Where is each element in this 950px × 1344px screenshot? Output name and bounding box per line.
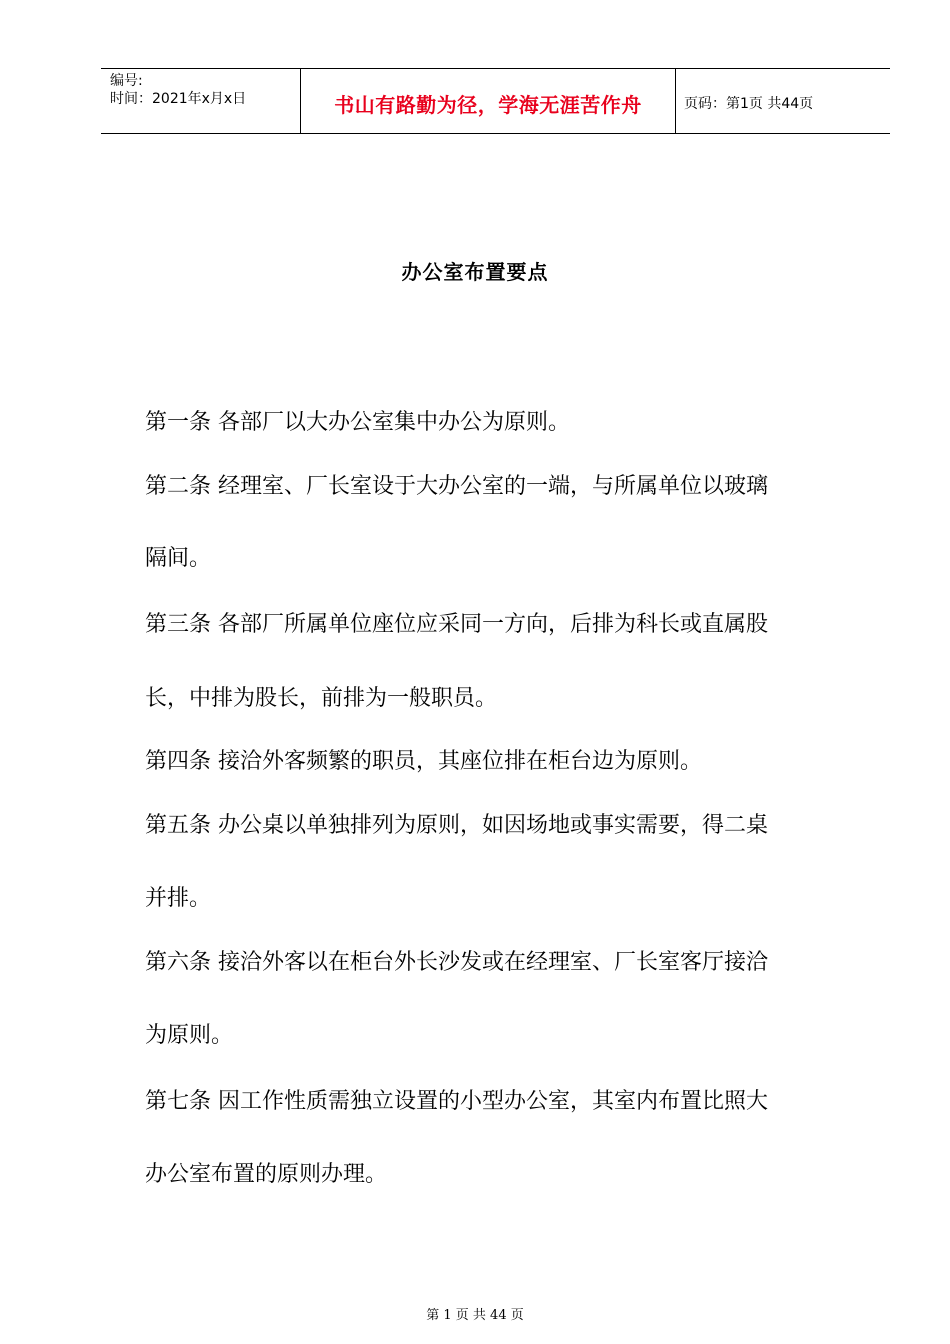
document-number-label: 编号: <box>110 73 143 89</box>
article-line: 办公室布置的原则办理。 <box>145 1162 388 1187</box>
article-line: 第七条 因工作性质需独立设置的小型办公室，其室内布置比照大 <box>145 1089 768 1114</box>
header-motto: 书山有路勤为径，学海无涯苦作舟 <box>301 69 676 133</box>
article-line: 第一条 各部厂以大办公室集中办公为原则。 <box>145 410 570 435</box>
article-line: 第五条 办公桌以单独排列为原则，如因场地或事实需要，得二桌 <box>145 813 768 838</box>
page-footer: 第 1 页 共 44 页 <box>426 1308 524 1323</box>
header-page-info: 页码：第1页 共44页 <box>684 96 814 112</box>
page-header <box>101 68 890 134</box>
article-line: 长，中排为股长，前排为一般职员。 <box>145 686 498 711</box>
document-title: 办公室布置要点 <box>401 260 549 284</box>
document-time-label: 时间：2021年x月x日 <box>110 91 247 107</box>
article-line: 第三条 各部厂所属单位座位应采同一方向，后排为科长或直属股 <box>145 612 768 637</box>
article-line: 为原则。 <box>145 1023 234 1048</box>
article-line: 隔间。 <box>145 546 212 571</box>
article-line: 并排。 <box>145 886 212 911</box>
article-line: 第六条 接洽外客以在柜台外长沙发或在经理室、厂长室客厅接洽 <box>145 950 768 975</box>
article-line: 第二条 经理室、厂长室设于大办公室的一端，与所属单位以玻璃 <box>145 474 768 499</box>
header-meta-cell <box>101 69 301 133</box>
article-line: 第四条 接洽外客频繁的职员，其座位排在柜台边为原则。 <box>145 749 702 774</box>
